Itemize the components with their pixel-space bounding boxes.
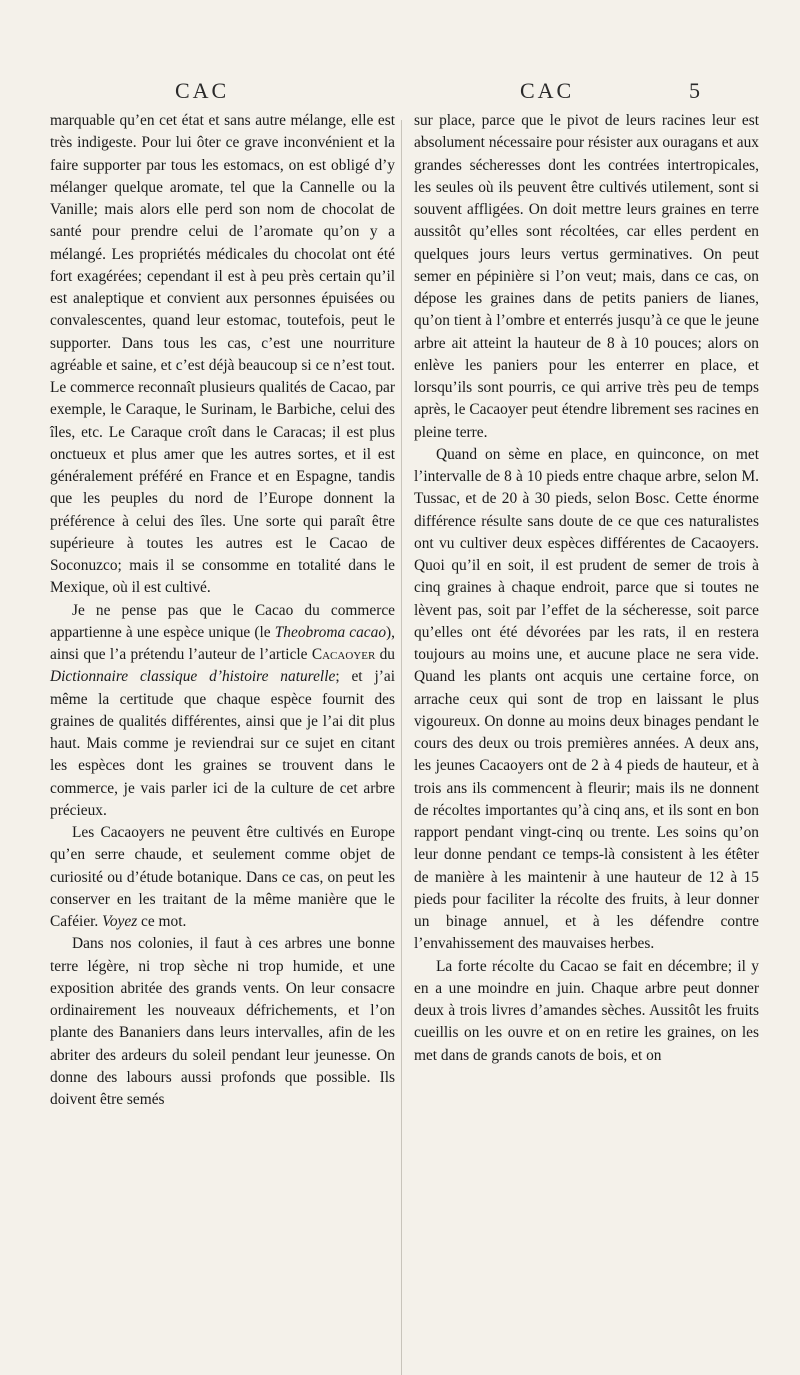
text-run: Les Cacaoyers ne peuvent être cultivés en Europe qu’en serre chaude, et seulement comme objet de curiosité ou d’étude botanique. Dans ce cas, on peut les conserver en les traitant de la même manière que le Caféier. xyxy=(50,824,395,930)
paragraph-planting: Quand on sème en place, en quinconce, on met l’intervalle de 8 à 10 pieds entre chaque arbre, selon M. Tussac, et de 20 à 30 pieds, selon Bosc. Cette énorme différence résulte sans doute de ce que ces naturalistes ont vu cultiver deux espèces différentes de Cacaoyers. Quoi qu’il en soit, il est prudent de semer de trois à cinq graines à chaque endroit, parce que si toutes ne lèvent pas, soit par l’effet de la sécheresse, soit parce qu’elles ont été dévorées par les rats, il en restera toujours au moins une, et aucune place ne sera vide. Quand les plants ont acquis une certaine force, on arrache ceux qui sont de trop en laissant le plus vigoureux. On donne au moins deux binages pendant le cours des deux ou trois premières années. A deux ans, les jeunes Cacaoyers ont de 2 à 4 pieds de hauteur, et à trois ans ils commencent à fleurir; mais ils ne donnent de récoltes importantes qu’à cinq ans, et ils sont en bon rapport pendant vingt-cinq ou trente. Les soins qu’on leur donne pendant ce temps-là consistent à les étêter de manière à les maintenir à une hauteur de 12 à 15 pieds pour faciliter la récolte des fruits, à leur donner un binage annuel, et à les défendre contre l’envahissement des mauvaises herbes. xyxy=(414,445,759,953)
italic-text: Dictionnaire classique d’histoire naturelle xyxy=(50,668,336,686)
text-run: Je ne pense pas que le Cacao du commerce appartienne à une espèce unique (le xyxy=(50,601,395,641)
column-divider xyxy=(401,120,402,1375)
right-running-head: CAC xyxy=(520,78,575,103)
text-run: ; et j’ai même la certitude que chaque espèce fournit des graines de qualités différentes, ainsi que je l’ai dit plus haut. Mais comme je reviendrai sur ce sujet en citant les espèces dont les graines se trouvent dans le commerce, je vais parler ici de la culture de cet arbre précieux. xyxy=(50,668,395,819)
paragraph-harvest: La forte récolte du Cacao se fait en décembre; il y en a une moindre en juin. Chaque arbre peut donner deux à trois livres d’amandes sèches. Aussitôt les fruits cueillis on les ouvre et on en retire les graines, on les met dans de grands canots de bois, et on xyxy=(414,957,759,1064)
paragraph-continuation: marquable qu’en cet état et sans autre mélange, elle est très indigeste. Pour lui ôter ce grave inconvénient et la faire supporter par tous les estomacs, on est obligé d’y mélanger quelque aromate, tel que la Cannelle ou la Vanille; mais alors elle perd son nom de chocolat de santé pour prendre celui de l’aromate qu’on y a mélangé. Les propriétés médicales du chocolat ont été fort exagérées; cependant il est à peu près certain qu’il est analeptique et convient aux personnes épuisées ou convalescentes, quand leur estomac, toutefois, peut le supporter. Dans tous les cas, c’est une nourriture agréable et saine, et c’est déjà beaucoup si ce n’est tout. Le commerce reconnaît plusieurs qualités de Cacao, par exemple, le Caraque, le Surinam, le Barbiche, celui des îles, etc. Le Caraque croît dans le Caracas; il est plus onctueux et plus amer que les autres sortes, et il est généralement préféré en France et en Espagne, tandis que les peuples du nord de l’Europe donnent la préférence à celui des îles. Une sorte qui paraît être supérieure à toutes les autres est le Cacao de Soconuzco; mais il se consomme en totalité dans le Mexique, où il est cultivé. xyxy=(50,112,395,597)
italic-text: Voyez xyxy=(102,913,138,930)
text-run: ), ainsi que l’a prétendu l’auteur de l’article xyxy=(50,623,395,663)
right-text-column xyxy=(414,110,759,1067)
paragraph-continuation: sur place, parce que le pivot de leurs racines leur est absolument nécessaire pour résister aux ouragans et aux grandes sécheresses dont les contrées intertropicales, les seules où ils peuvent être cultivés utilement, sont si souvent affligées. On doit mettre leurs graines en terre aussitôt qu’elles sont récoltées, car elles perdent en quelques jours leurs vertus germinatives. On peut semer en pépinière si l’on veut; mais, dans ce cas, on dépose les graines dans de petits paniers de lianes, qu’on tient à l’ombre et enterrés jusqu’à ce que le jeune arbre ait atteint la hauteur de 8 à 10 pouces; alors on enlève les paniers pour les enterrer en place, et lorsqu’ils sont pourris, ce qui arrive très peu de temps après, le Cacaoyer peut étendre librement ses racines en pleine terre. xyxy=(414,112,759,441)
paragraph-greenhouse xyxy=(50,822,395,933)
left-text-column xyxy=(50,110,395,1111)
paragraph-theobroma-species xyxy=(50,600,395,823)
italic-text: Theobroma cacao xyxy=(274,623,387,641)
page-number: 5 xyxy=(689,78,700,103)
paragraph-colonies: Dans nos colonies, il faut à ces arbres une bonne terre légère, ni trop sèche ni trop humide, et une exposition abritée des grands vents. On leur consacre ordinairement les nouveaux défrichements, et l’on plante des Bananiers dans leurs intervalles, afin de les abriter des ardeurs du soleil pendant leur jeunesse. On donne des labours aussi profonds que possible. Ils doivent être semés xyxy=(50,935,395,1108)
left-running-head: CAC xyxy=(175,78,230,103)
text-run: du xyxy=(375,646,395,663)
small-caps-text: Cacaoyer xyxy=(311,646,376,663)
text-run: ce mot. xyxy=(137,913,187,930)
